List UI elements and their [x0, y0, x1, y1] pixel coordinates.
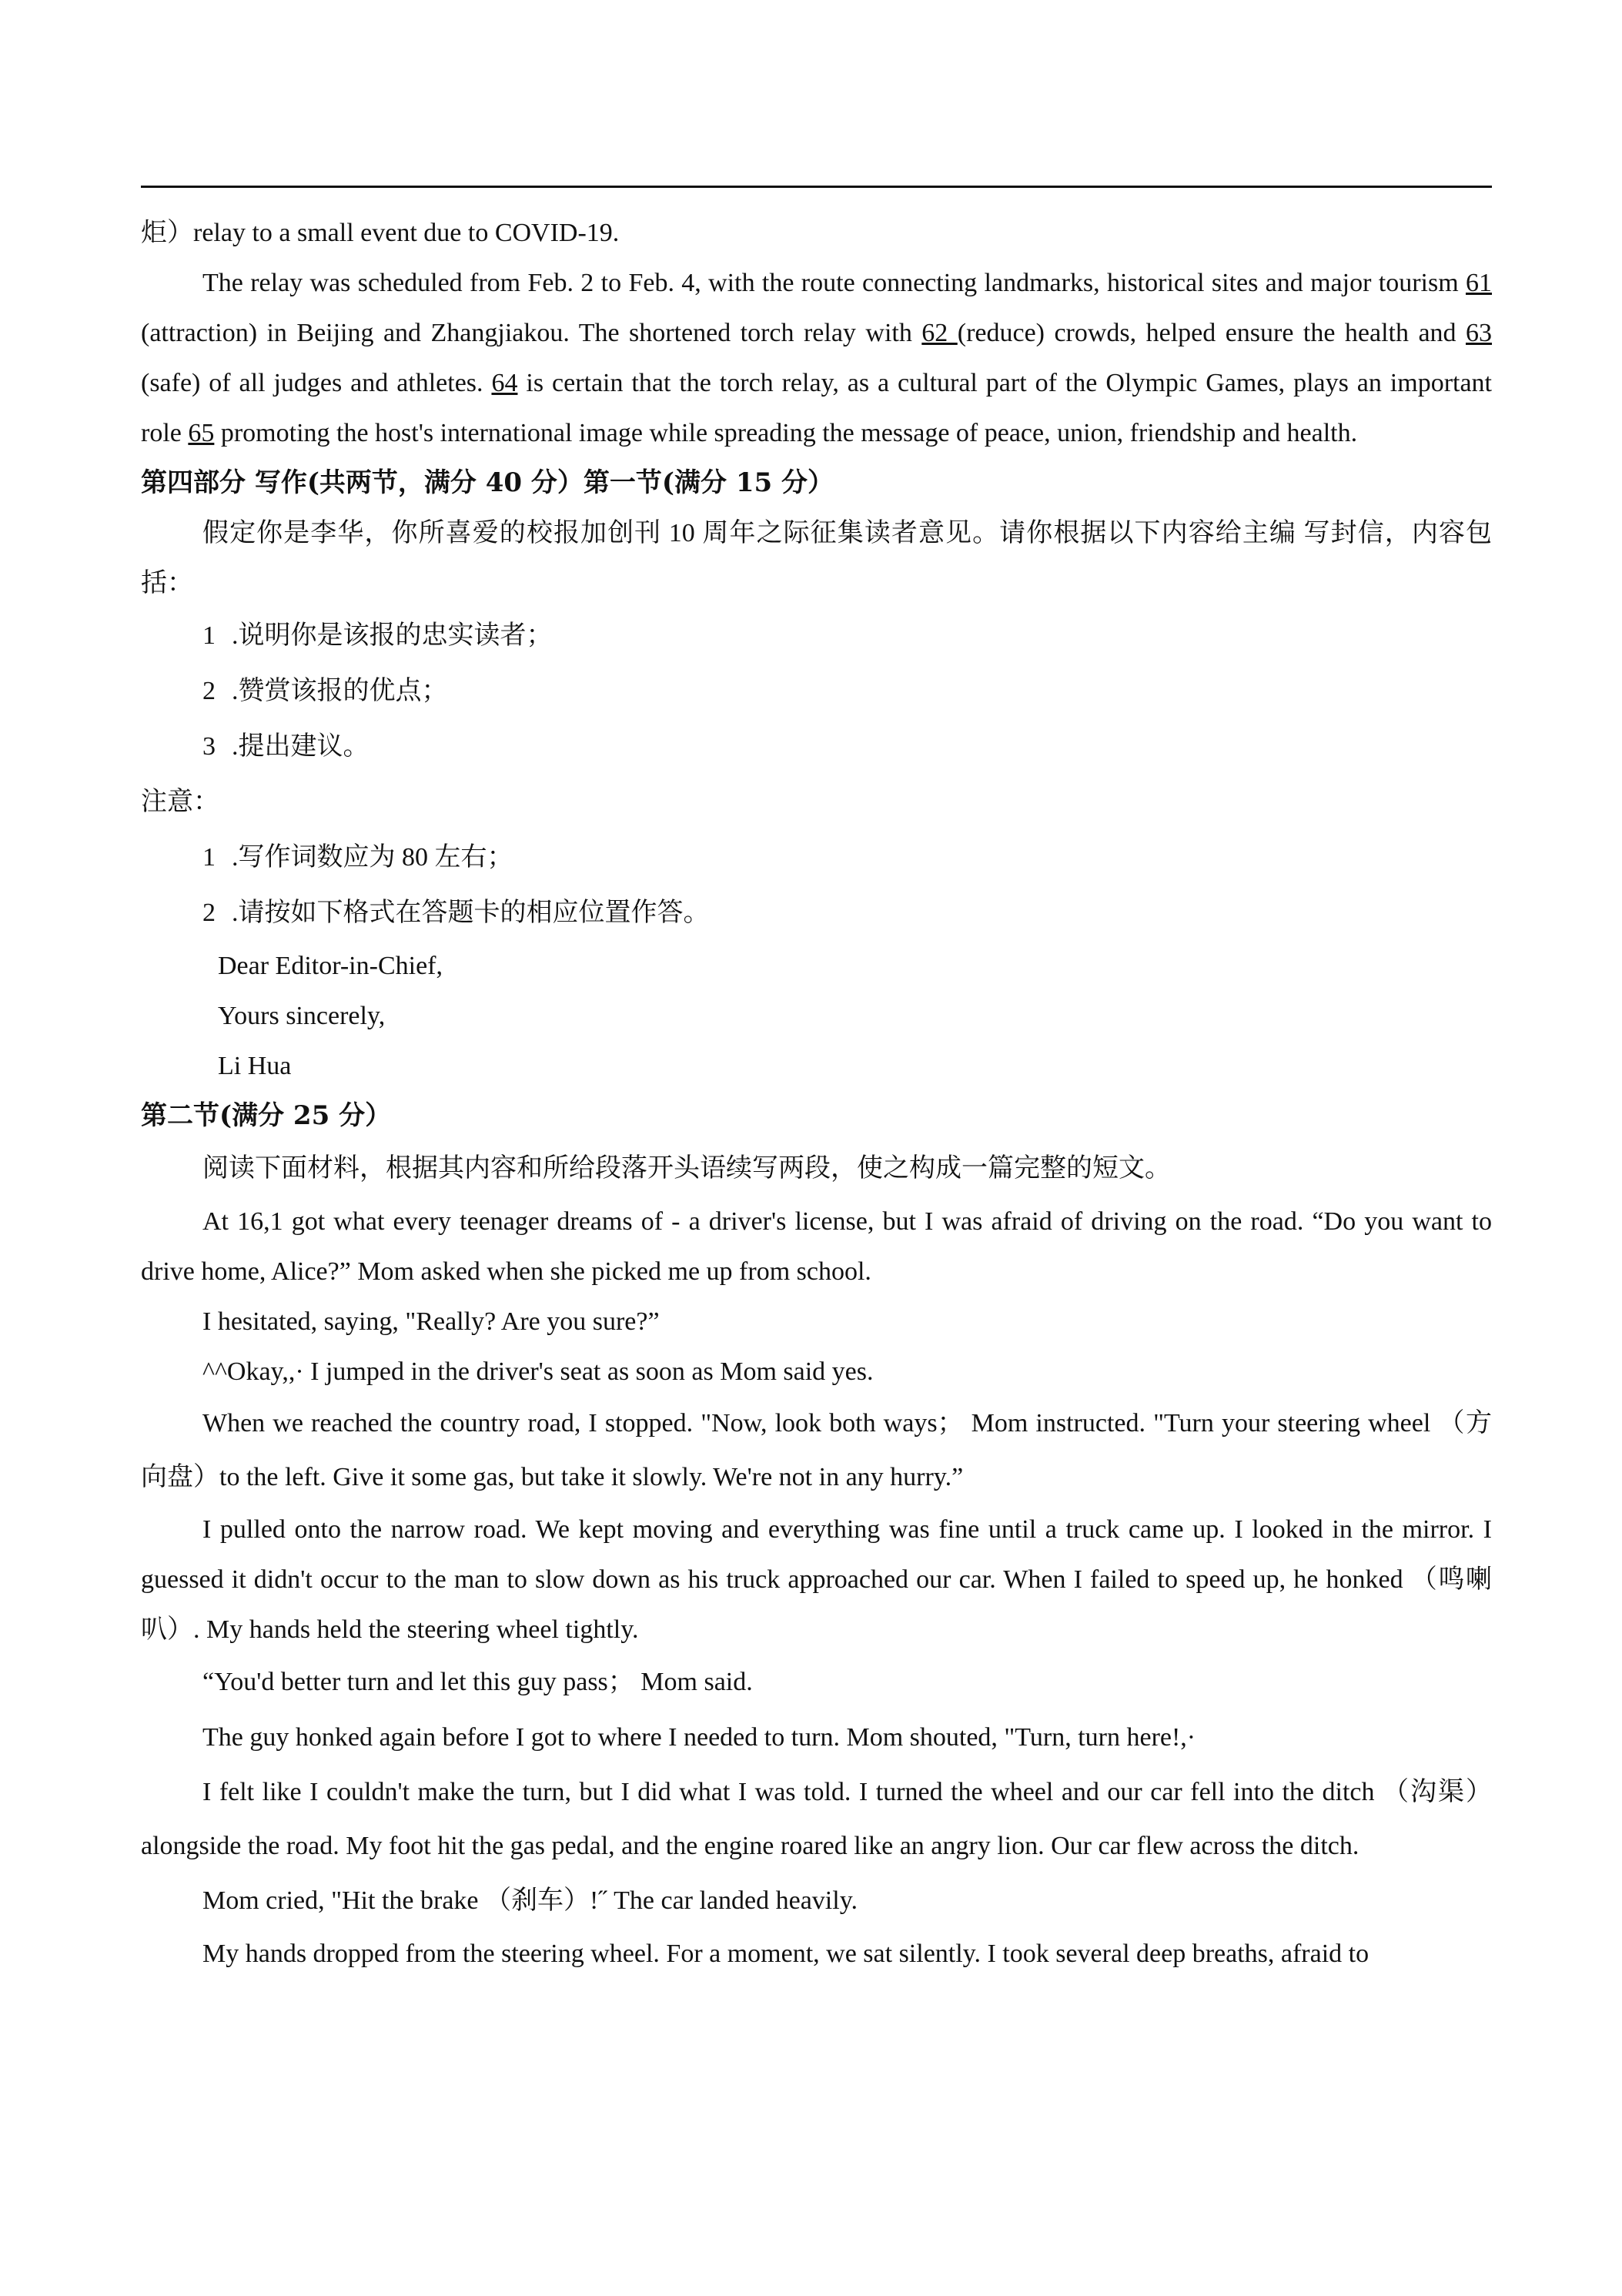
- item-number: 2: [202, 899, 216, 927]
- passage-text: is certain that the torch relay, as a cultural part of the Olympic Games, plays an important role: [141, 369, 1492, 447]
- letter-closing: Yours sincerely,: [218, 1002, 386, 1030]
- blank-63: 63: [1466, 319, 1492, 347]
- item-text: .赞赏该报的优点；: [232, 677, 448, 705]
- item-number: 1: [202, 843, 216, 872]
- item-text: .说明你是该报的忠实读者；: [232, 621, 553, 650]
- blank-62: 62: [921, 319, 958, 347]
- part4-heading: 第四部分 写作(共两节，满分 40 分）第一节(满分 15 分）: [141, 467, 834, 498]
- passage-text: (safe) of all judges and athletes.: [141, 369, 492, 397]
- story-paragraph: My hands dropped from the steering wheel. For a moment, we sat silently. I took several deep breaths, afraid to: [202, 1940, 1370, 1968]
- story-paragraph: “You'd better turn and let this guy pass； Mom said.: [202, 1668, 753, 1696]
- note-label: 注意：: [141, 788, 219, 816]
- story-paragraph: I pulled onto the narrow road. We kept moving and everything was fine until a truck came up. I looked in the mirror. I guessed it didn't occur to the man to slow down as his truck approached our car. When I failed to speed up, he honked （鸣喇叭）. My hands held the steering wheel tightly.: [141, 1515, 1492, 1644]
- section2-heading: 第二节(满分 25 分）: [141, 1100, 392, 1131]
- passage-text: The relay was scheduled from Feb. 2 to Feb. 4, with the route connecting landmarks, historical sites and major tourism: [202, 269, 1466, 297]
- task-item: [141, 664, 1492, 719]
- page-content: [141, 208, 1492, 1979]
- blank-64: 64: [491, 369, 518, 397]
- item-number: 2: [202, 677, 216, 705]
- passage-paragraph-relay: [141, 258, 1492, 458]
- passage-text: (attraction) in Beijing and Zhangjiakou. The shortened torch relay with: [141, 319, 922, 347]
- note-item: [141, 885, 1492, 941]
- story-paragraph: ^^Okay,,· I jumped in the driver's seat as soon as Mom said yes.: [202, 1357, 874, 1386]
- story-paragraph: When we reached the country road, I stopped. "Now, look both ways； Mom instructed. "Turn your steering wheel （方向盘）to the left. Give it some gas, but take it slowly. We're not in any hurry.”: [141, 1409, 1492, 1491]
- item-text: .请按如下格式在答题卡的相应位置作答。: [232, 899, 710, 927]
- passage-text: (reduce) crowds, helped ensure the health and: [957, 319, 1466, 347]
- item-text: .提出建议。: [232, 732, 370, 761]
- item-number: 3: [202, 732, 216, 761]
- task-item: [141, 608, 1492, 664]
- letter-salutation: Dear Editor-in-Chief,: [218, 952, 443, 980]
- blank-61: 61: [1466, 269, 1492, 297]
- passage-continuation-line: 炬）relay to a small event due to COVID-19.: [141, 219, 620, 247]
- letter-name: Li Hua: [218, 1052, 292, 1080]
- item-number: 1: [202, 621, 216, 650]
- story-paragraph: I felt like I couldn't make the turn, but I did what I was told. I turned the wheel and our car fell into the ditch （沟渠）alongside the road. My foot hit the gas pedal, and the engine roared like an angry lion. Our car flew across the ditch.: [141, 1778, 1492, 1860]
- section2-instruction: 阅读下面材料，根据其内容和所给段落开头语续写两段，使之构成一篇完整的短文。: [202, 1154, 1171, 1183]
- story-paragraph: I hesitated, saying, "Really? Are you sure?”: [202, 1307, 660, 1336]
- story-paragraph: Mom cried, "Hit the brake （刹车）!˝ The car landed heavily.: [202, 1886, 858, 1915]
- note-item: [141, 830, 1492, 885]
- story-paragraph: At 16,1 got what every teenager dreams of - a driver's license, but I was afraid of driving on the road. “Do you want to drive home, Alice?” Mom asked when she picked me up from school.: [141, 1207, 1492, 1286]
- task-item: [141, 719, 1492, 775]
- blank-65: 65: [188, 419, 215, 447]
- writing-task: 假定你是李华，你所喜爱的校报加创刊 10 周年之际征集读者意见。请你根据以下内容给主编 写封信，内容包括：: [141, 519, 1492, 597]
- item-text: .写作词数应为 80 左右；: [232, 843, 513, 872]
- story-paragraph: The guy honked again before I got to where I needed to turn. Mom shouted, "Turn, turn here!,·: [202, 1723, 1196, 1752]
- passage-text: promoting the host's international image while spreading the message of peace, union, friendship and health.: [214, 419, 1358, 447]
- header-rule: [141, 186, 1492, 188]
